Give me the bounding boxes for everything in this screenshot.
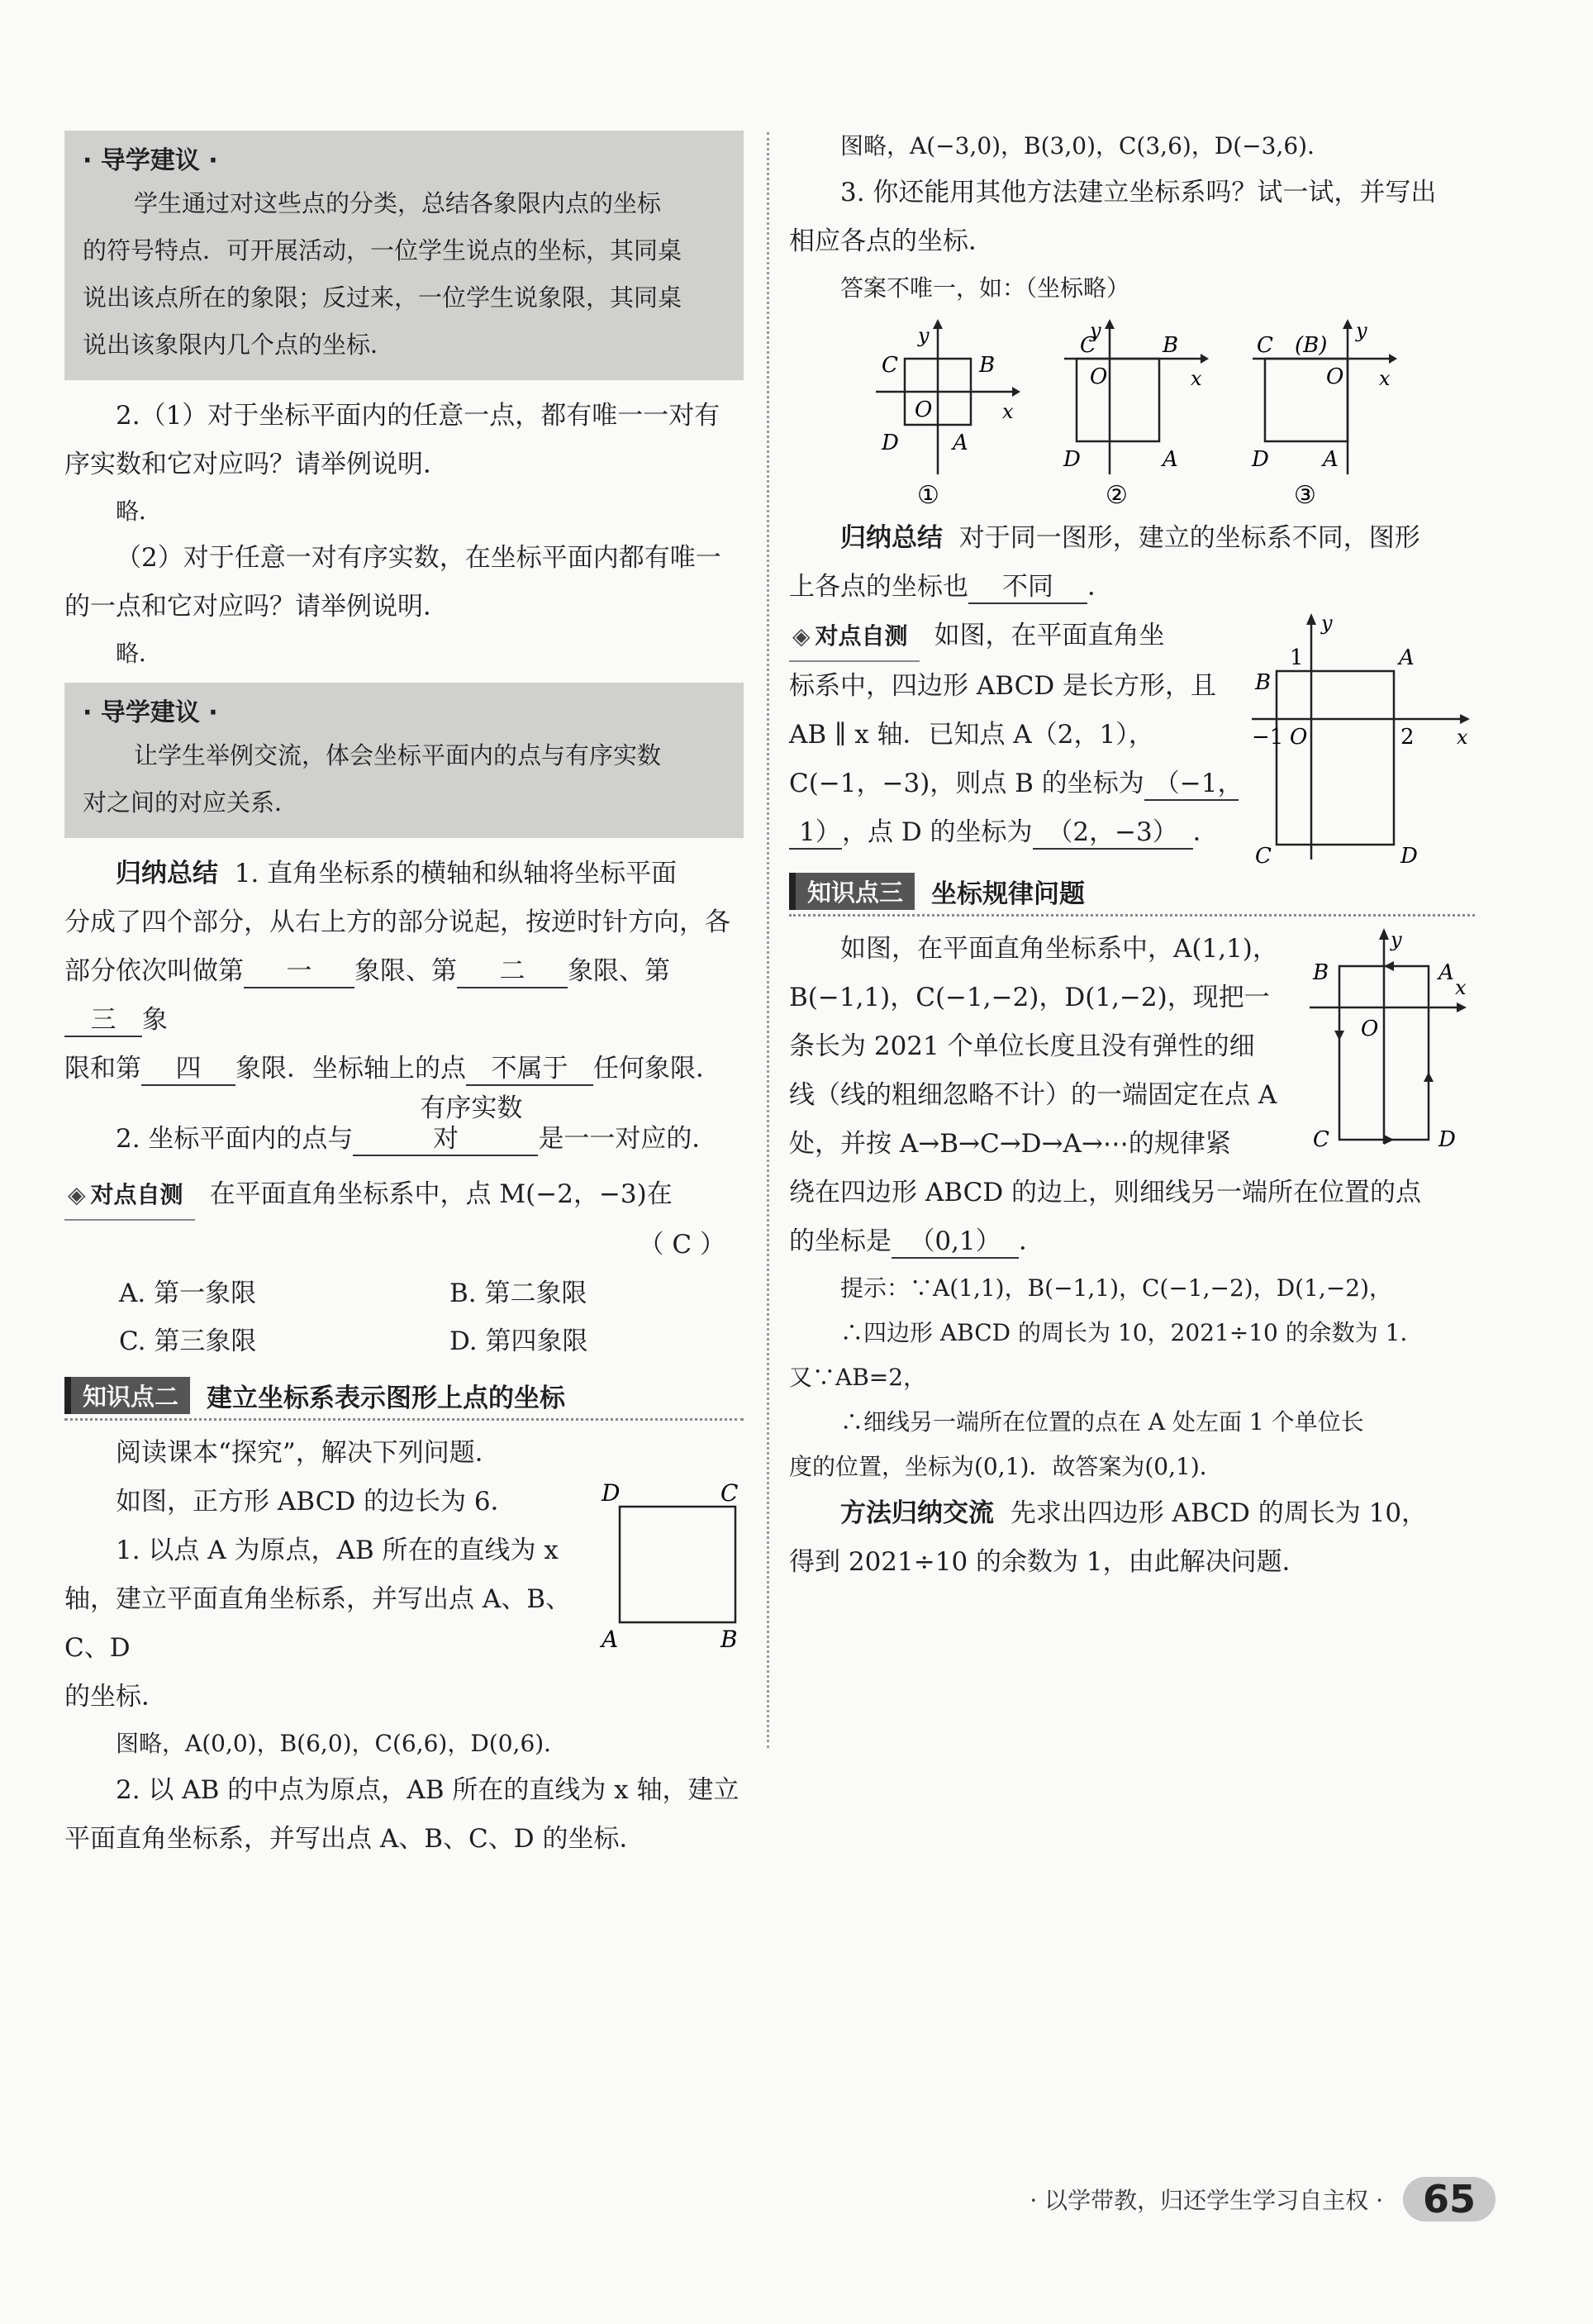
summary-text: 1. 直角坐标系的横轴和纵轴将坐标平面 bbox=[234, 859, 678, 888]
method-line-1 bbox=[789, 1489, 1475, 1538]
answer-2-2: 略． bbox=[116, 640, 163, 667]
square-figure bbox=[595, 1478, 744, 1651]
figure-1 bbox=[872, 317, 1020, 507]
kp-title: 建立坐标系表示图形上点的坐标 bbox=[207, 1383, 566, 1413]
fill-blank-d: （2，−3） bbox=[1033, 817, 1193, 850]
label-c: C bbox=[1257, 333, 1273, 358]
fill-blank-b: （−1， bbox=[1144, 769, 1239, 801]
fill-blank-2: 二 bbox=[457, 956, 568, 988]
answer-paren: （ C ） bbox=[638, 1230, 725, 1260]
self-test-badge bbox=[64, 1170, 195, 1221]
teaching-suggestion-box-2 bbox=[64, 683, 744, 838]
y-label: y bbox=[1356, 319, 1367, 342]
x-label: x bbox=[1457, 726, 1468, 749]
label-d: D bbox=[882, 431, 899, 455]
label-c: C bbox=[720, 1479, 739, 1507]
kp3-line: 绕在四边形 ABCD 的边上，则细线另一端所在位置的点 bbox=[789, 1178, 1422, 1207]
kp-label: 知识点三 bbox=[789, 873, 915, 910]
page-number: 65 bbox=[1403, 2177, 1496, 2222]
summary-line-3 bbox=[64, 947, 744, 1045]
fill-blank-3: 三 bbox=[64, 1005, 142, 1037]
figure-caption: ③ bbox=[1294, 481, 1316, 507]
figure-2 bbox=[1060, 317, 1209, 507]
summary-line-4 bbox=[64, 1045, 744, 1093]
fill-blank-4: 四 bbox=[141, 1054, 235, 1086]
label-d: D bbox=[1063, 447, 1081, 472]
label-b: B bbox=[720, 1626, 738, 1652]
y-label: y bbox=[918, 324, 930, 347]
label-a: A bbox=[1163, 447, 1178, 472]
square-shape bbox=[620, 1507, 735, 1622]
summary-text: 任何象限． bbox=[593, 1054, 721, 1083]
winding-figure bbox=[1301, 925, 1475, 1148]
label-d: D bbox=[1400, 844, 1418, 868]
option-c: C. 第三象限 bbox=[119, 1326, 257, 1357]
diamond-icon: ◈ bbox=[792, 622, 811, 650]
options-grid bbox=[64, 1269, 744, 1365]
question-2-2-cont: 的一点和它对应吗？请举例说明． bbox=[64, 592, 449, 621]
figure-3 bbox=[1248, 317, 1397, 507]
kp2-q1: 1. 以点 A 为原点，AB 所在的直线为 x bbox=[116, 1536, 559, 1566]
kp2-q1-cont: 的坐标． bbox=[64, 1682, 167, 1712]
hint-line: ∴细线另一端所在位置的点在 A 处左面 1 个单位长 bbox=[840, 1408, 1364, 1436]
box-line: 说出该象限内几个点的坐标． bbox=[83, 331, 395, 359]
method-line-2: 得到 2021÷10 的余数为 1，由此解决问题． bbox=[789, 1547, 1308, 1577]
box-line: 的符号特点．可开展活动，一位学生说点的坐标，其同桌 bbox=[83, 236, 682, 264]
answer-2-1: 略． bbox=[116, 498, 163, 525]
teaching-suggestion-box-1 bbox=[64, 131, 744, 380]
figure-caption: ② bbox=[1106, 481, 1128, 507]
summary-text: 是一一对应的． bbox=[538, 1124, 718, 1155]
label-o: O bbox=[1326, 364, 1344, 389]
y-label: y bbox=[1391, 928, 1402, 951]
tick-neg1: −1 bbox=[1252, 725, 1284, 750]
self-test-line-2: 标系中，四边形 ABCD 是长方形，且 bbox=[789, 671, 1217, 701]
label-a: A bbox=[953, 431, 968, 455]
box-line: 对之间的对应关系． bbox=[83, 788, 299, 817]
box-title: · 导学建议 · bbox=[83, 146, 218, 175]
label-b: B bbox=[1163, 333, 1179, 358]
summary-text: 象限、第 bbox=[568, 956, 670, 986]
kp2-given: 如图，正方形 ABCD 的边长为 6． bbox=[116, 1487, 516, 1517]
x-label: x bbox=[1455, 976, 1467, 999]
x-label: x bbox=[1379, 367, 1391, 390]
summary-label: 归纳总结 bbox=[840, 523, 943, 553]
box-title: · 导学建议 · bbox=[83, 698, 218, 727]
question-2-2: （2）对于任意一对有序实数，在坐标平面内都有唯一 bbox=[116, 543, 721, 573]
label-o: O bbox=[1361, 1017, 1379, 1041]
self-test-label: 对点自测 bbox=[815, 622, 908, 650]
summary-label: 归纳总结 bbox=[116, 859, 218, 888]
hint-line: ∴四边形 ABCD 的周长为 10，2021÷10 的余数为 1． bbox=[840, 1319, 1424, 1346]
y-label: y bbox=[1090, 319, 1101, 342]
page-footer bbox=[950, 2174, 1496, 2225]
fill-blank-1: 一 bbox=[244, 956, 354, 988]
label-b: (B) bbox=[1295, 333, 1328, 358]
label-a: A bbox=[1323, 447, 1339, 472]
kp-title: 坐标规律问题 bbox=[931, 879, 1086, 909]
summary-text: 部分依次叫做第 bbox=[64, 956, 244, 986]
fill-blank: 不同 bbox=[968, 572, 1087, 604]
box-line: 说出该点所在的象限；反过来，一位学生说象限，其同桌 bbox=[83, 283, 682, 312]
hint-line: 又∵AB=2， bbox=[789, 1364, 927, 1391]
kp3-text: 的坐标是 bbox=[789, 1226, 892, 1256]
footer-motto: · 以学带教，归还学生学习自主权 · bbox=[1030, 2187, 1383, 2214]
summary-text: ． bbox=[1087, 572, 1113, 602]
self-test-line bbox=[64, 1170, 744, 1221]
left-column bbox=[64, 124, 744, 1864]
option-b: B. 第二象限 bbox=[449, 1279, 587, 1309]
fill-blank-b-cont: 1） bbox=[789, 817, 842, 850]
method-text: 先求出四边形 ABCD 的周长为 10， bbox=[1010, 1498, 1428, 1528]
fill-blank-5: 不属于 bbox=[466, 1054, 593, 1086]
self-test-badge bbox=[789, 612, 920, 662]
y-label: y bbox=[1321, 612, 1333, 635]
diamond-icon: ◈ bbox=[68, 1181, 86, 1209]
column-divider bbox=[767, 132, 769, 1748]
kp3-line: 条长为 2021 个单位长度且没有弹性的细 bbox=[789, 1031, 1255, 1061]
question-2-1-cont: 序实数和它对应吗？请举例说明． bbox=[64, 450, 449, 479]
fill-blank-6: 有序实数对 bbox=[353, 1093, 538, 1156]
q3-cont: 相应各点的坐标． bbox=[789, 226, 994, 256]
kp-label: 知识点二 bbox=[64, 1377, 190, 1414]
x-label: x bbox=[1191, 367, 1202, 390]
summary-line-2: 分成了四个部分，从右上方的部分说起，按逆时针方向，各 bbox=[64, 907, 730, 937]
x-label: x bbox=[1002, 400, 1014, 423]
kp2-q1-answer: 图略，A(0,0)，B(6,0)，C(6,6)，D(0,6)． bbox=[116, 1730, 568, 1758]
kp3-answer-line bbox=[789, 1217, 1475, 1266]
kp2-q1-cont: 轴，建立平面直角坐标系，并写出点 A、B、C、D bbox=[64, 1584, 572, 1664]
option-a: A. 第一象限 bbox=[119, 1279, 257, 1309]
summary-text: 限和第 bbox=[64, 1054, 141, 1083]
self-test-text: C(−1，−3)，则点 B 的坐标为 bbox=[789, 769, 1144, 798]
self-test-text: 如图，在平面直角坐 bbox=[934, 621, 1165, 650]
box-line: 让学生举例交流，体会坐标平面内的点与有序实数 bbox=[134, 741, 662, 769]
label-d: D bbox=[1252, 447, 1269, 472]
label-c: C bbox=[1313, 1127, 1329, 1148]
kp3-line: 处，并按 A→B→C→D→A→⋯的规律紧 bbox=[789, 1129, 1231, 1159]
tick-2: 2 bbox=[1400, 725, 1415, 750]
summary-line-5 bbox=[64, 1093, 744, 1164]
summary-text: 象限、第 bbox=[354, 956, 457, 986]
summary-text: 象限．坐标轴上的点 bbox=[235, 1054, 466, 1083]
self-test-line-3: AB ∥ x 轴．已知点 A（2，1）， bbox=[789, 720, 1154, 750]
self-test-label: 对点自测 bbox=[90, 1181, 183, 1209]
fill-blank: （0,1） bbox=[892, 1226, 1019, 1259]
self-test-text: ． bbox=[1192, 817, 1219, 847]
summary-line-1 bbox=[64, 850, 744, 898]
kp2-q2-cont: 平面直角坐标系，并写出点 A、B、C、D 的坐标． bbox=[64, 1824, 645, 1855]
summary-line-2 bbox=[789, 563, 1475, 612]
box-line: 学生通过对这些点的分类，总结各象限内点的坐标 bbox=[134, 189, 662, 217]
q3-answer: 答案不唯一，如：（坐标略） bbox=[840, 274, 1130, 302]
right-column bbox=[789, 124, 1475, 1587]
q3: 3. 你还能用其他方法建立坐标系吗？试一试，并写出 bbox=[840, 178, 1437, 207]
kp3-line: B(−1,1)，C(−1,−2)，D(1,−2)，现把一 bbox=[789, 983, 1270, 1012]
summary-text: 上各点的坐标也 bbox=[789, 572, 968, 602]
question-2-1: 2.（1）对于坐标平面内的任意一点，都有唯一一对有 bbox=[116, 401, 720, 431]
hint-line: 提示：∵A(1,1)，B(−1,1)，C(−1,−2)，D(1,−2)， bbox=[840, 1274, 1393, 1302]
summary-text: 2. 坐标平面内的点与 bbox=[116, 1124, 354, 1155]
kp2-intro: 阅读课本“探究”，解决下列问题． bbox=[116, 1438, 501, 1469]
label-o: O bbox=[1290, 725, 1308, 750]
q2-answer: 图略，A(−3,0)，B(3,0)，C(3,6)，D(−3,6)． bbox=[840, 132, 1331, 160]
kp3-line: 如图，在平面直角坐标系中，A(1,1)， bbox=[840, 934, 1278, 964]
knowledge-point-3-header bbox=[789, 868, 1475, 917]
self-test-text: ，点 D 的坐标为 bbox=[842, 817, 1033, 847]
label-c: C bbox=[1080, 333, 1096, 358]
summary-text: 象 bbox=[142, 1005, 168, 1035]
kp2-q2: 2. 以 AB 的中点为原点，AB 所在的直线为 x 轴，建立 bbox=[116, 1775, 739, 1806]
method-label: 方法归纳交流 bbox=[840, 1498, 994, 1528]
label-d: D bbox=[1438, 1127, 1456, 1148]
summary-line-1 bbox=[789, 514, 1475, 563]
label-d: D bbox=[602, 1479, 621, 1507]
label-b: B bbox=[1255, 670, 1272, 695]
label-c: C bbox=[1255, 844, 1272, 868]
label-o: O bbox=[915, 398, 933, 422]
coordinate-figures bbox=[789, 317, 1475, 507]
rectangle-figure bbox=[1252, 612, 1475, 868]
kp3-text: ． bbox=[1019, 1226, 1044, 1256]
kp3-line: 线（线的粗细忽略不计）的一端固定在点 A bbox=[789, 1080, 1277, 1110]
hint-line: 度的位置，坐标为(0,1)．故答案为(0,1)． bbox=[789, 1453, 1223, 1480]
option-d: D. 第四象限 bbox=[449, 1326, 588, 1357]
label-b: B bbox=[979, 353, 996, 378]
tick-1: 1 bbox=[1290, 645, 1304, 670]
label-b: B bbox=[1313, 960, 1329, 985]
figure-caption: ① bbox=[917, 481, 939, 507]
label-o: O bbox=[1090, 364, 1108, 389]
label-a: A bbox=[1438, 960, 1454, 985]
self-test-question: 在平面直角坐标系中，点 M(−2，−3)在 bbox=[209, 1179, 673, 1210]
label-c: C bbox=[882, 353, 898, 378]
label-a: A bbox=[602, 1626, 619, 1652]
knowledge-point-2-header bbox=[64, 1372, 744, 1421]
summary-text: 对于同一图形，建立的坐标系不同，图形 bbox=[958, 523, 1420, 553]
label-a: A bbox=[1399, 645, 1415, 670]
